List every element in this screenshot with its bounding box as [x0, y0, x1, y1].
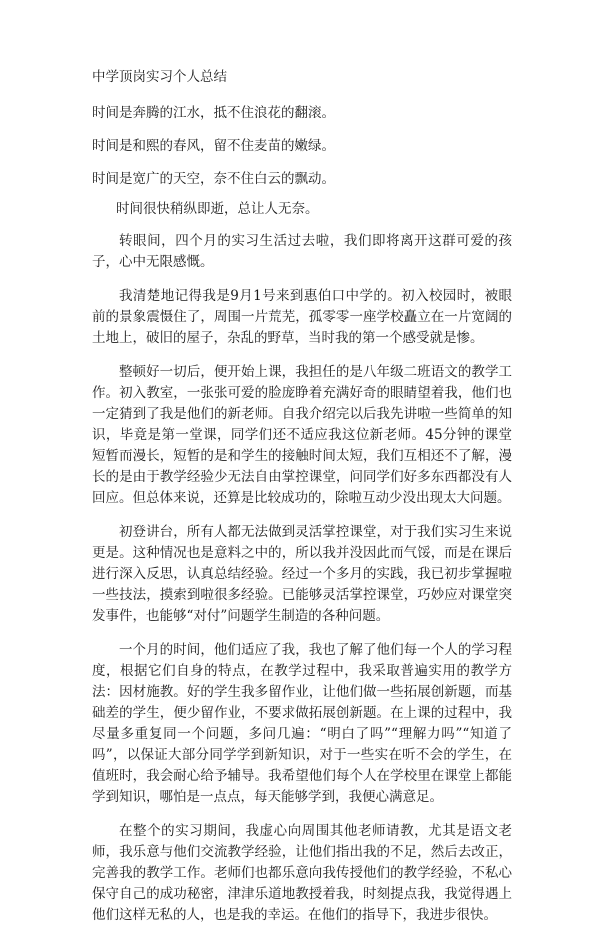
paragraph-2: 转眼间，四个月的实习生活过去啦，我们即将离开这群可爱的孩子，心中无限感慨。 [92, 233, 512, 270]
opening-line-3: 时间是宽广的天空，奈不住白云的飘动。 [92, 171, 335, 187]
paragraph-7: 在整个的实习期间，我虚心向周围其他老师请教，尤其是语文老师，我乐意与他们交流教学经验，让他们指出我的不足，然后去改正，完善我的教学工作。老师们也都乐意向我传授他们的教学经验，不私心保守自己的成功秘密，津津乐道地教授着我，时刻提点我，我觉得遇上他们这样无私的人，也是我的幸运。在他们的指导下，我进步很快。 [92, 823, 512, 923]
paragraph-1: 时间很快稍纵即逝，总让人无奈。 [116, 201, 319, 217]
opening-line-1: 时间是奔腾的江水，抵不住浪花的翻滚。 [92, 105, 335, 121]
paragraph-6: 一个月的时间，他们适应了我，我也了解了他们每一个人的学习程度，根据它们自身的特点，在教学过程中，我采取普遍实用的教学方法：因材施教。好的学生我多留作业，让他们做一些拓展创新题，而基础差的学生，便少留作业，不要求做拓展创新题。在上课的过程中，我尽量多重复同一个问题，多问几遍：“明白了吗”“理解力吗”“知道了吗”，以保证大部分同学学到新知识，对于一些实在听不会的学生，在值班时，我会耐心给予辅导。我希望他们每个人在学校里在课堂上都能学到知识，哪怕是一点点，每天能够学到，我便心满意足。 [92, 642, 512, 805]
paragraph-4: 整顿好一切后，便开始上课，我担任的是八年级二班语文的教学工作。初入教室，一张张可爱的脸庞睁着充满好奇的眼睛望着我，他们也一定猜到了我是他们的新老师。自我介绍完以后我先讲啦一些简单的知识，毕竟是第一堂课，同学们还不适应我这位新老师。45分钟的课堂短暂而漫长，短暂的是和学生的接触时间太短，我们互相还不了解，漫长的是由于教学经验少无法自由掌控课堂，问同学们好多东西都没有人回应。但总体来说，还算是比较成功的，除啦互动少没出现太大问题。 [92, 364, 512, 506]
document-title: 中学顶岗实习个人总结 [92, 69, 227, 85]
opening-line-2: 时间是和熙的春风，留不住麦苗的嫩绿。 [92, 138, 335, 154]
paragraph-5: 初登讲台，所有人都无法做到灵活掌控课堂，对于我们实习生来说更是。这种情况也是意料之中的，所以我并没因此而气馁，而是在课后进行深入反思，认真总结经验。经过一个多月的实践，我已初步掌握啦一些技法，摸索到啦很多经验。已能够灵活掌控课堂，巧妙应对课堂突发事件，也能够“对付”问题学生制造的各种问题。 [92, 524, 512, 624]
paragraph-3: 我清楚地记得我是9月1号来到惠伯口中学的。初入校园时，被眼前的景象震慑住了，周围一片荒芜，孤零零一座学校矗立在一片宽阔的土地上，破旧的屋子，杂乱的野草，当时我的第一个感受就是惨。 [92, 288, 512, 346]
